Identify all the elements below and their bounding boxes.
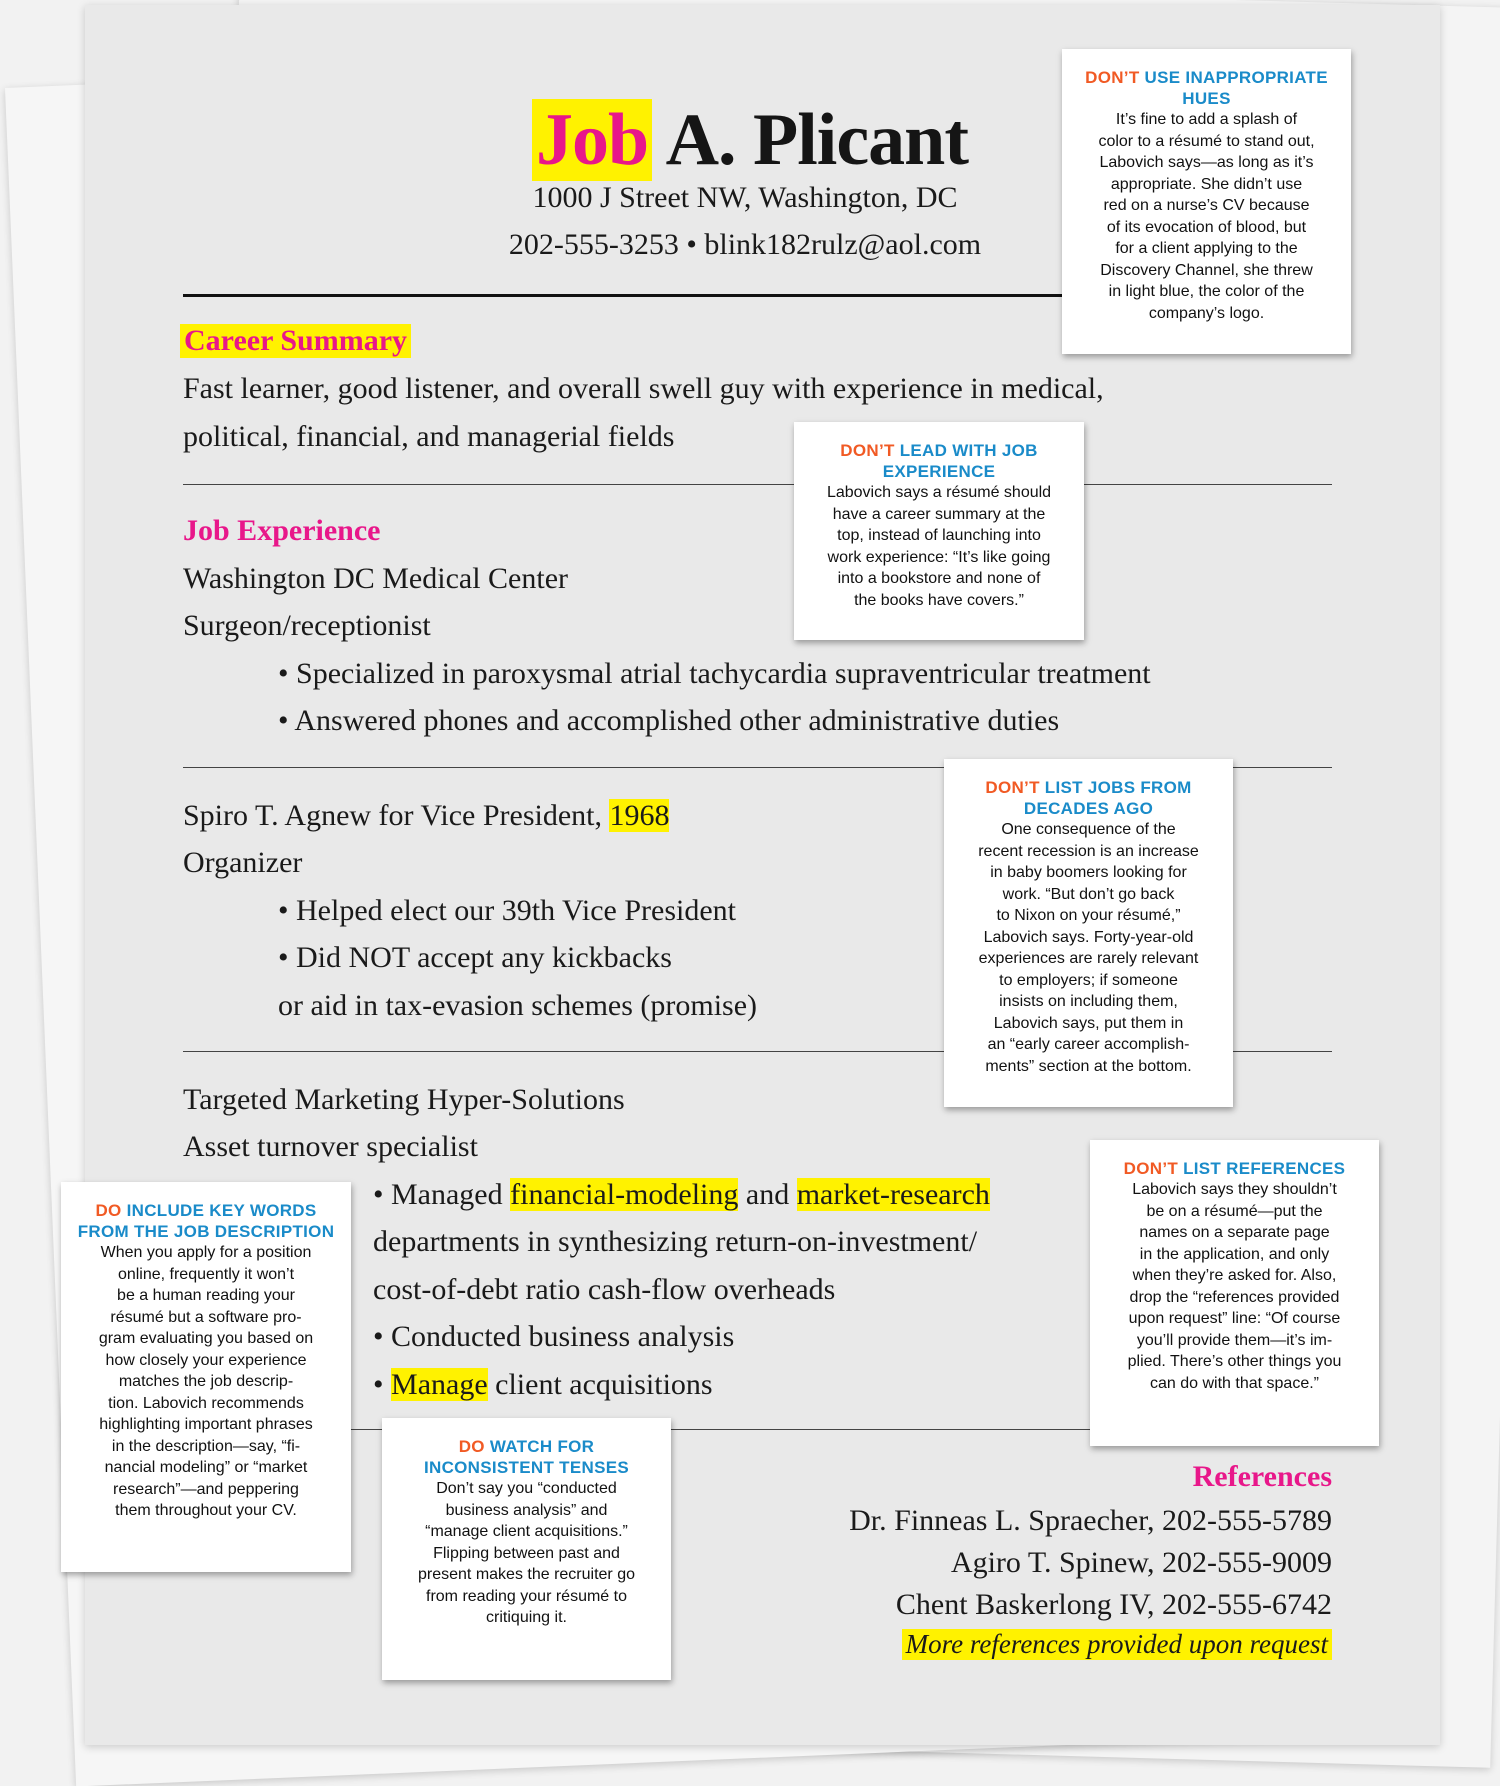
- tip-title-text: LIST JOBS FROM DECADES AGO: [1023, 778, 1192, 818]
- job-bullet-continued: departments in synthesizing return-on-investment/: [373, 1225, 978, 1258]
- tip-title: [1104, 1158, 1365, 1179]
- tip-prefix: DON’T: [985, 778, 1040, 797]
- tip-title: [1076, 67, 1337, 109]
- career-summary-line: political, financial, and managerial fields: [183, 420, 675, 453]
- tip-body: It’s fine to add a splash of color to a résumé to stand out, Labovich says—as long as it’s appropriate. She didn’t use red on a nurse’s CV because of its evocation of blood, but for a client applying to the Discovery Channel, she threw in light blue, the color of the company’s logo.: [1098, 111, 1315, 322]
- tip-prefix: DON’T: [840, 441, 895, 460]
- tip-body: When you apply for a position online, frequently it won’t be a human reading your résumé but a software pro- gram evaluating you based on how closely your experience matches the job descrip- tion. Labovich recommends highlighting important phrases in the description—say, “fi- nancial modeling” or “market research”—and peppering them throughout your CV.: [98, 1244, 314, 1519]
- tip-prefix: DON’T: [1085, 68, 1140, 87]
- tip-title-text: INCLUDE KEY WORDS FROM THE JOB DESCRIPTION: [77, 1201, 335, 1241]
- tip-title-text: LEAD WITH JOB EXPERIENCE: [882, 441, 1038, 481]
- tip-card-references: [1090, 1140, 1379, 1446]
- references-note: More references provided upon request: [902, 1629, 1332, 1660]
- job-employer: [183, 799, 669, 833]
- career-summary-line: Fast learner, good listener, and overall swell guy with experience in medical,: [183, 372, 1104, 405]
- tip-card-decades: [944, 759, 1233, 1107]
- highlighted-keyword: financial-modeling: [510, 1178, 739, 1211]
- bullet-text: • Managed: [373, 1178, 511, 1211]
- reference-entry: Chent Baskerlong IV, 202-555-6742: [895, 1588, 1332, 1621]
- tip-body: One consequence of the recent recession is an increase in baby boomers looking for work. “But don’t go back to Nixon on your résumé,” Labovich says. Forty-year-old experiences are rarely relevant to employers; if someone insists on including them, Labovich says, put them in an “early career accomplish- ments” section at the bottom.: [978, 821, 1199, 1075]
- contact-info: 202-555-3253 • blink182rulz@aol.com: [508, 228, 982, 261]
- job-bullet: • Did NOT accept any kickbacks: [278, 941, 672, 974]
- tip-title: [958, 777, 1219, 819]
- job-bullet-continued: cost-of-debt ratio cash-flow overheads: [373, 1273, 836, 1306]
- address: 1000 J Street NW, Washington, DC: [532, 181, 958, 214]
- highlighted-year: 1968: [609, 799, 670, 832]
- tip-card-job-experience: [794, 422, 1084, 640]
- job-bullet: • Specialized in paroxysmal atrial tachycardia supraventricular treatment: [278, 657, 1151, 690]
- job-bullet: • Conducted business analysis: [373, 1320, 735, 1353]
- tip-title-text: WATCH FOR INCONSISTENT TENSES: [423, 1437, 629, 1477]
- job-experience-heading: Job Experience: [183, 514, 381, 547]
- tip-prefix: DO: [95, 1201, 122, 1220]
- job-title: Asset turnover specialist: [183, 1130, 478, 1163]
- career-summary-heading: Career Summary: [180, 324, 411, 358]
- tip-card-tenses: [382, 1418, 671, 1680]
- first-name: Job: [532, 99, 652, 181]
- job-bullet: [373, 1178, 990, 1212]
- tip-prefix: DO: [458, 1437, 485, 1456]
- tip-title: [396, 1436, 657, 1478]
- tip-title-text: USE INAPPROPRIATE HUES: [1139, 68, 1328, 108]
- tip-title: [75, 1200, 337, 1242]
- tip-body: Labovich says a résumé should have a career summary at the top, instead of launching into work experience: “It’s like going into a bookstore and none of the books have covers.”: [826, 484, 1052, 609]
- header-divider: [183, 294, 1063, 297]
- employer-name: Spiro T. Agnew for Vice President,: [183, 799, 610, 832]
- highlighted-keyword: market-research: [796, 1178, 990, 1211]
- tip-body: Don’t say you “conducted business analysis” and “manage client acquisitions.” Flipping between past and present makes the recruiter go from reading your résumé to critiquing it.: [418, 1480, 635, 1626]
- bullet-text: and: [738, 1178, 797, 1211]
- job-title: Organizer: [183, 846, 303, 879]
- tip-title: [808, 440, 1070, 482]
- job-bullet-continued: or aid in tax-evasion schemes (promise): [278, 989, 758, 1022]
- reference-entry: Dr. Finneas L. Spraecher, 202-555-5789: [849, 1504, 1332, 1537]
- tip-title-text: LIST REFERENCES: [1178, 1159, 1346, 1178]
- reference-entry: Agiro T. Spinew, 202-555-9009: [950, 1546, 1332, 1579]
- rest-name: A. Plicant: [665, 99, 968, 181]
- job-title: Surgeon/receptionist: [183, 609, 431, 642]
- tip-card-hues: [1062, 49, 1351, 354]
- section-divider: [183, 484, 1332, 485]
- job-employer: Targeted Marketing Hyper-Solutions: [183, 1083, 625, 1116]
- job-bullet: [373, 1368, 713, 1402]
- highlighted-keyword: Manage: [391, 1368, 488, 1401]
- tip-card-key-words: [61, 1182, 351, 1572]
- job-bullet: • Answered phones and accomplished other administrative duties: [278, 704, 1060, 737]
- references-heading: References: [1192, 1460, 1332, 1493]
- tip-body: Labovich says they shouldn’t be on a résumé—put the names on a separate page in the application, and only when they’re asked for. Also, drop the “references provided upon request” line: “Of course you’ll provide them—it’s im- plied. There’s other things you can do with that space.”: [1127, 1181, 1342, 1392]
- job-bullet: • Helped elect our 39th Vice President: [278, 894, 737, 927]
- tip-prefix: DON’T: [1123, 1159, 1179, 1178]
- bullet-text: client acquisitions: [487, 1368, 713, 1401]
- bullet-text: •: [373, 1368, 392, 1401]
- job-employer: Washington DC Medical Center: [183, 562, 569, 595]
